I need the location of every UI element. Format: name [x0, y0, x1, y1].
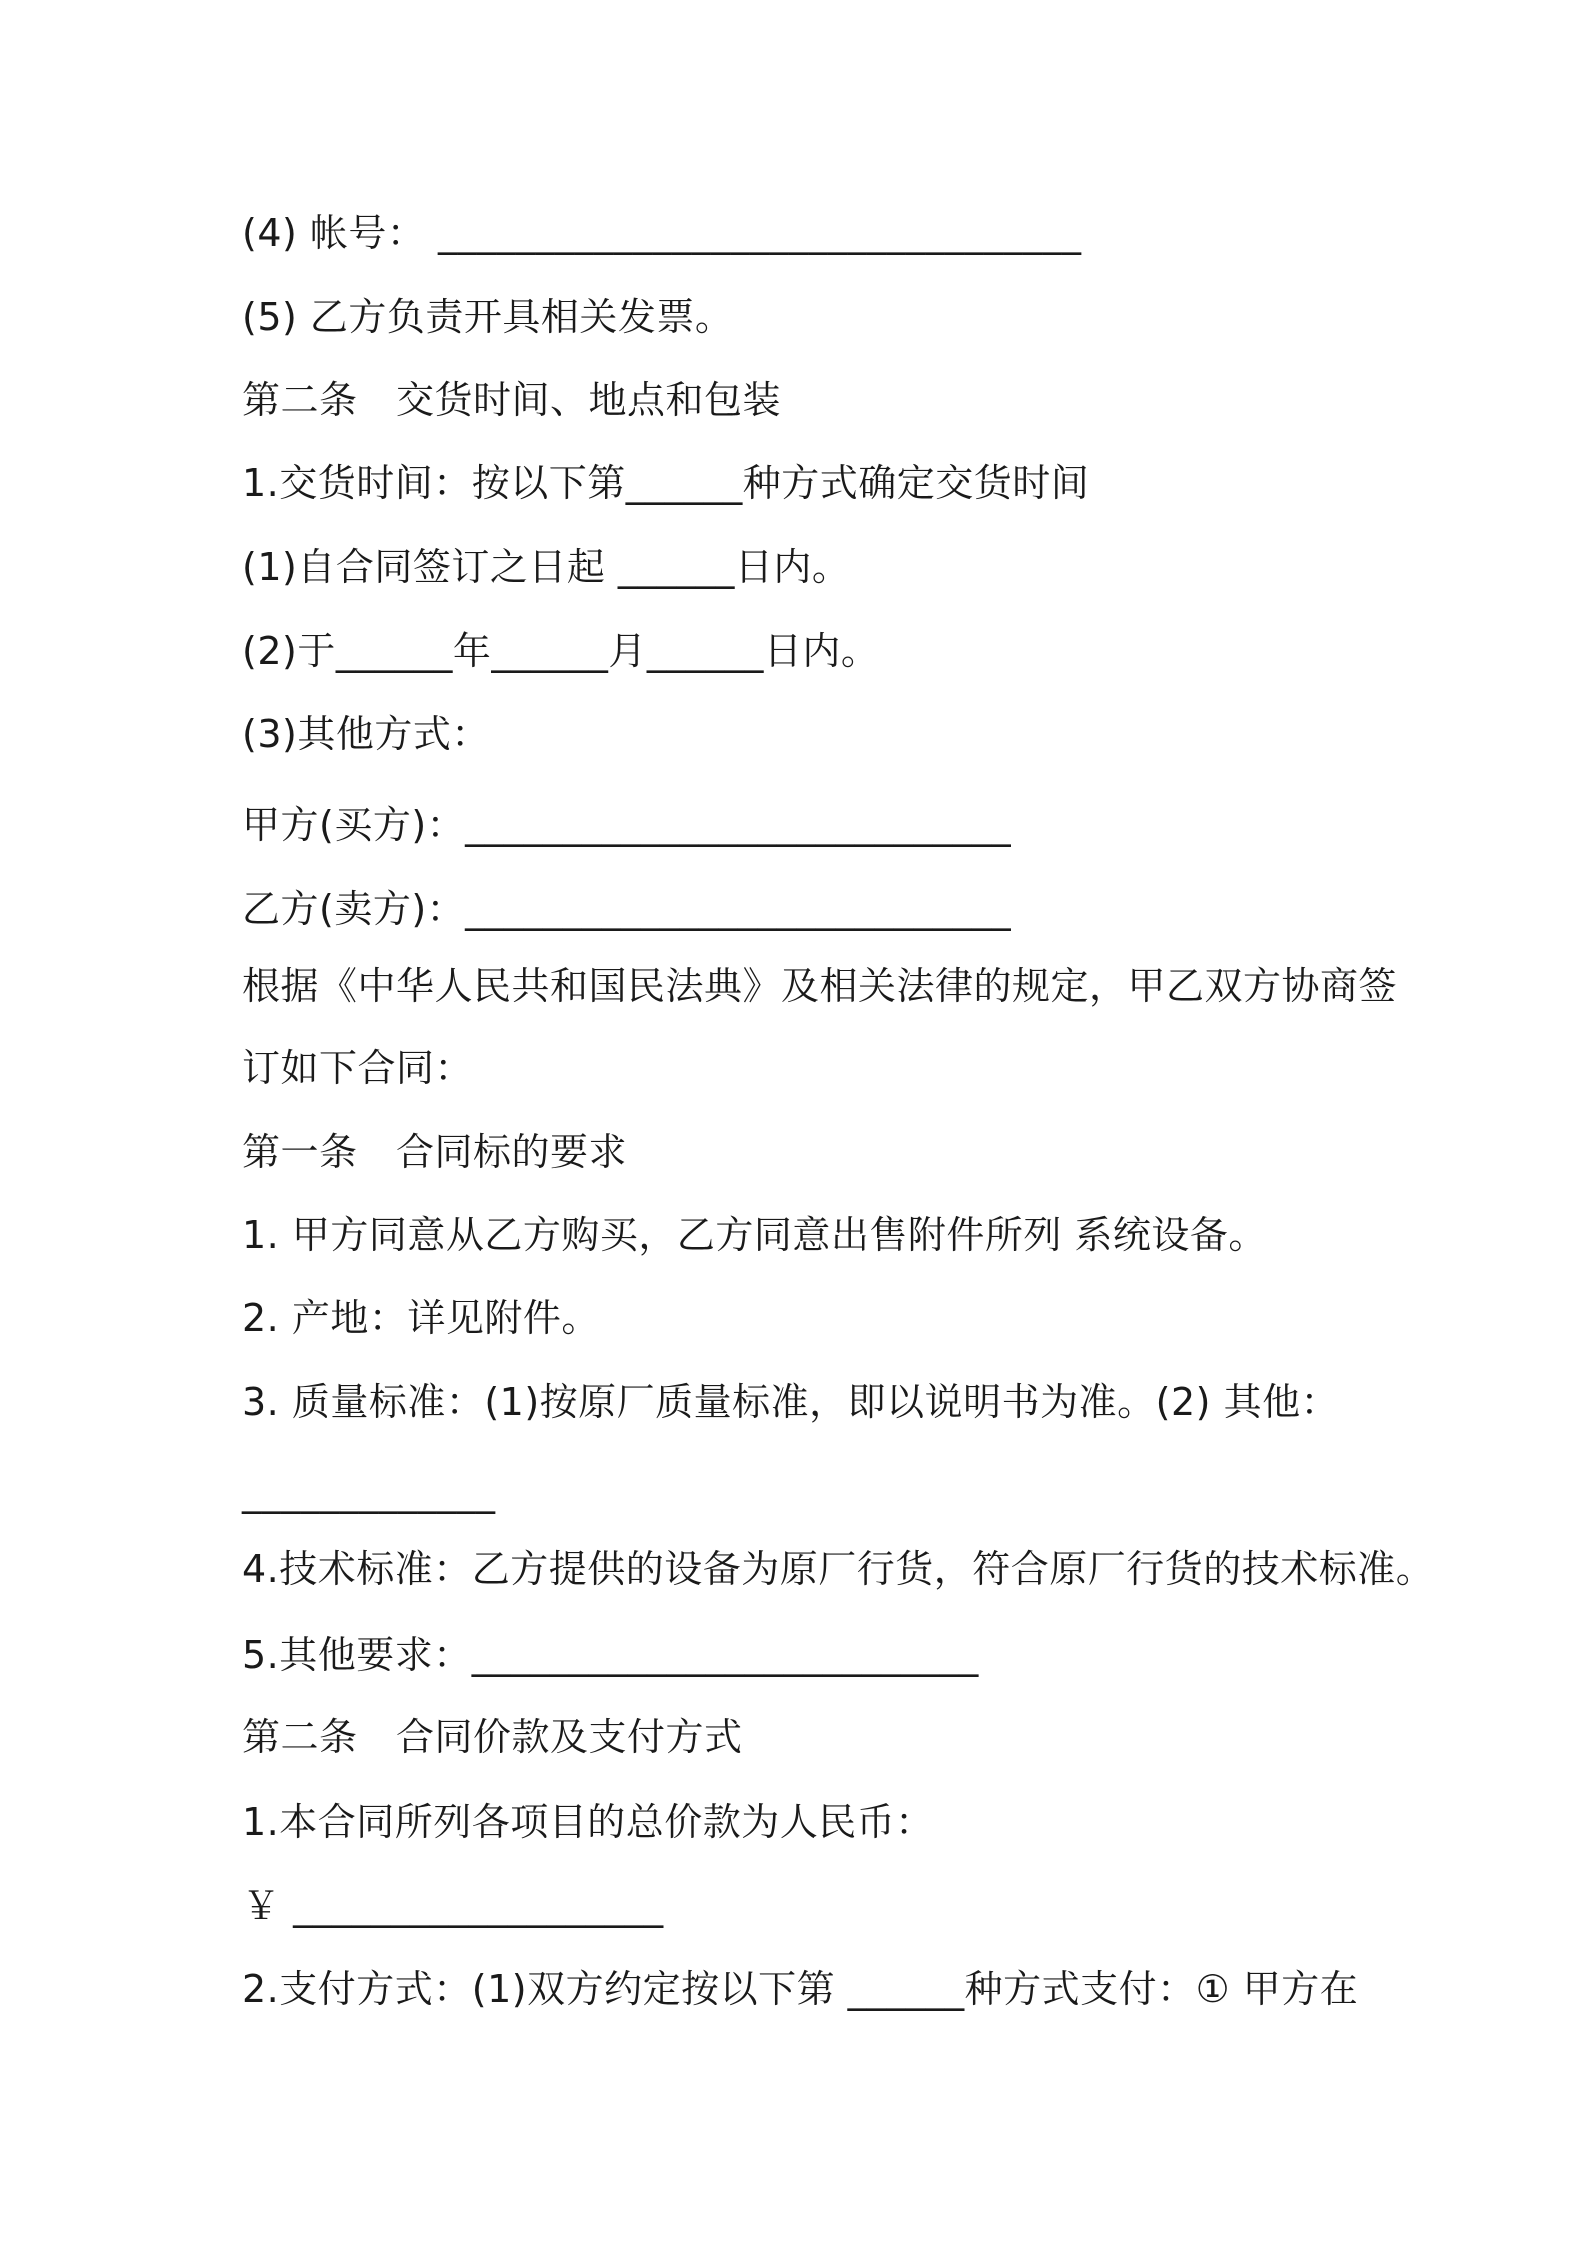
- clause-2-origin: 2. 产地：详见附件。: [242, 1296, 600, 1340]
- article-two-delivery-heading: 第二条 交货时间、地点和包装: [242, 378, 782, 422]
- delivery-option-3: (3)其他方式：: [242, 712, 490, 756]
- preamble-line-2: 订如下合同：: [242, 1046, 474, 1090]
- party-b-line: 乙方(卖方)：____________________________: [242, 887, 1012, 931]
- clause-1-purchase: 1. 甲方同意从乙方购买，乙方同意出售附件所列 系统设备。: [242, 1213, 1267, 1257]
- party-a-line: 甲方(买方)：____________________________: [242, 803, 1012, 847]
- clause-3-quality: 3. 质量标准：(1)按原厂质量标准，即以说明书为准。(2) 其他：: [242, 1380, 1340, 1424]
- clause-4-technical: 4.技术标准：乙方提供的设备为原厂行货，符合原厂行货的技术标准。: [242, 1547, 1435, 1591]
- quality-blank-line: _____________: [242, 1470, 496, 1514]
- article-one-heading: 第一条 合同标的要求: [242, 1130, 628, 1174]
- delivery-time-line: 1.交货时间：按以下第______种方式确定交货时间: [242, 461, 1090, 505]
- payment-method-line: 2.支付方式：(1)双方约定按以下第 ______种方式支付：① 甲方在: [242, 1967, 1359, 2011]
- delivery-option-1: (1)自合同签订之日起 ______日内。: [242, 545, 851, 589]
- total-price-line: 1.本合同所列各项目的总价款为人民币：: [242, 1800, 934, 1844]
- invoice-line: (5) 乙方负责开具相关发票。: [242, 295, 734, 339]
- article-two-price-heading: 第二条 合同价款及支付方式: [242, 1715, 743, 1759]
- preamble-line-1: 根据《中华人民共和国民法典》及相关法律的规定，甲乙双方协商签: [242, 964, 1398, 1008]
- account-number-line: (4) 帐号： _________________________________: [242, 211, 1082, 255]
- currency-blank-line: ￥ ___________________: [242, 1884, 664, 1928]
- clause-5-other: 5.其他要求：__________________________: [242, 1633, 979, 1677]
- delivery-option-2: (2)于______年______月______日内。: [242, 629, 880, 673]
